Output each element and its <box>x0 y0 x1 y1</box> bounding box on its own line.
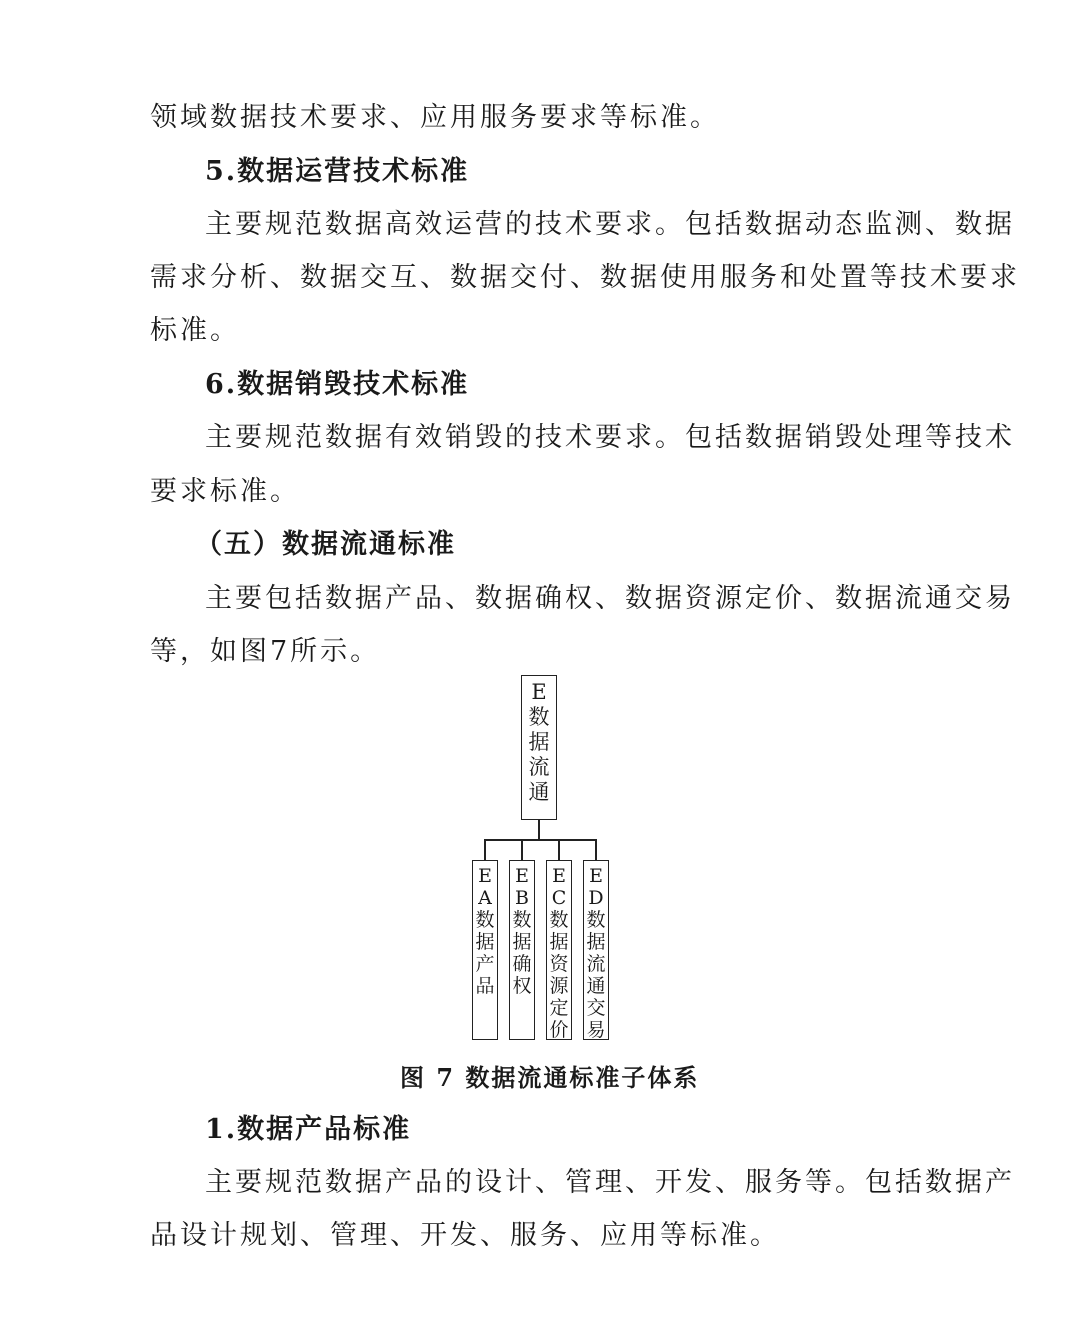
diagram-child-node <box>583 860 609 1040</box>
section-heading-five: （五）数据流通标准 <box>195 529 456 560</box>
paragraph-line: 主要规范数据有效销毁的技术要求。包括数据销毁处理等技术 <box>205 422 1015 453</box>
diagram-label-char: 交 <box>586 997 606 1019</box>
paragraph-line: 领域数据技术要求、应用服务要求等标准。 <box>150 102 720 133</box>
diagram-label-char: 确 <box>512 953 532 975</box>
connector-line <box>538 820 540 840</box>
paragraph-line: 主要规范数据高效运营的技术要求。包括数据动态监测、数据 <box>205 209 1015 240</box>
paragraph-line: 主要规范数据产品的设计、管理、开发、服务等。包括数据产 <box>205 1167 1015 1198</box>
paragraph-line: 主要包括数据产品、数据确权、数据资源定价、数据流通交易 <box>205 583 1015 614</box>
diagram-child-node <box>472 860 498 1040</box>
connector-line <box>595 839 597 861</box>
diagram-label-char: 数 <box>512 909 532 931</box>
diagram-label-char: 品 <box>475 975 495 997</box>
diagram-label-char: E <box>552 865 566 887</box>
diagram-label-char: 数 <box>549 909 569 931</box>
diagram-child-node <box>509 860 535 1040</box>
section-heading-5: 5.数据运营技术标准 <box>205 156 470 187</box>
connector-line <box>558 839 560 861</box>
diagram-label-char: 数 <box>528 705 550 729</box>
diagram-label-char: 通 <box>586 975 606 997</box>
section-heading-1: 1.数据产品标准 <box>205 1114 412 1145</box>
diagram-label-char: 据 <box>512 931 532 953</box>
paragraph-line: 品设计规划、管理、开发、服务、应用等标准。 <box>150 1220 780 1251</box>
diagram-label-char: 据 <box>528 730 550 754</box>
diagram-label-char: 据 <box>586 931 606 953</box>
diagram-label-char: 据 <box>475 931 495 953</box>
diagram-child-node <box>546 860 572 1040</box>
diagram-label-char: 定 <box>549 997 569 1019</box>
connector-line <box>484 839 486 861</box>
diagram-label-char: A <box>478 887 492 909</box>
paragraph-line: 标准。 <box>150 315 240 346</box>
diagram-label-char: E <box>589 865 603 887</box>
connector-line <box>521 839 523 861</box>
diagram-label-char: 流 <box>586 953 606 975</box>
diagram-root-node <box>521 675 557 820</box>
figure-caption: 图 7 数据流通标准子体系 <box>400 1063 700 1092</box>
paragraph-line: 要求标准。 <box>150 476 300 507</box>
diagram-label-char: 权 <box>512 975 532 997</box>
paragraph-line: 等，如图7所示。 <box>150 636 381 667</box>
diagram-label-char: 流 <box>528 755 550 779</box>
diagram-label-char: E <box>515 865 529 887</box>
connector-line <box>484 839 596 841</box>
diagram-label-char: 通 <box>528 780 550 804</box>
diagram-label-char: C <box>551 887 567 909</box>
diagram-label-char: E <box>478 865 492 887</box>
diagram-label-char: 易 <box>586 1019 606 1041</box>
diagram-label-char: 数 <box>586 909 606 931</box>
diagram-label-char: 资 <box>549 953 569 975</box>
diagram-label-char: B <box>515 887 529 909</box>
section-heading-6: 6.数据销毁技术标准 <box>205 369 470 400</box>
paragraph-line: 需求分析、数据交互、数据交付、数据使用服务和处置等技术要求 <box>150 262 1020 293</box>
diagram-label-char: 据 <box>549 931 569 953</box>
diagram-label-char: 价 <box>549 1019 569 1041</box>
diagram-label-char: 源 <box>549 975 569 997</box>
diagram-label-char: E <box>531 680 547 704</box>
diagram-label-char: 产 <box>475 953 495 975</box>
diagram-label-char: D <box>588 887 604 909</box>
diagram-label-char: 数 <box>475 909 495 931</box>
